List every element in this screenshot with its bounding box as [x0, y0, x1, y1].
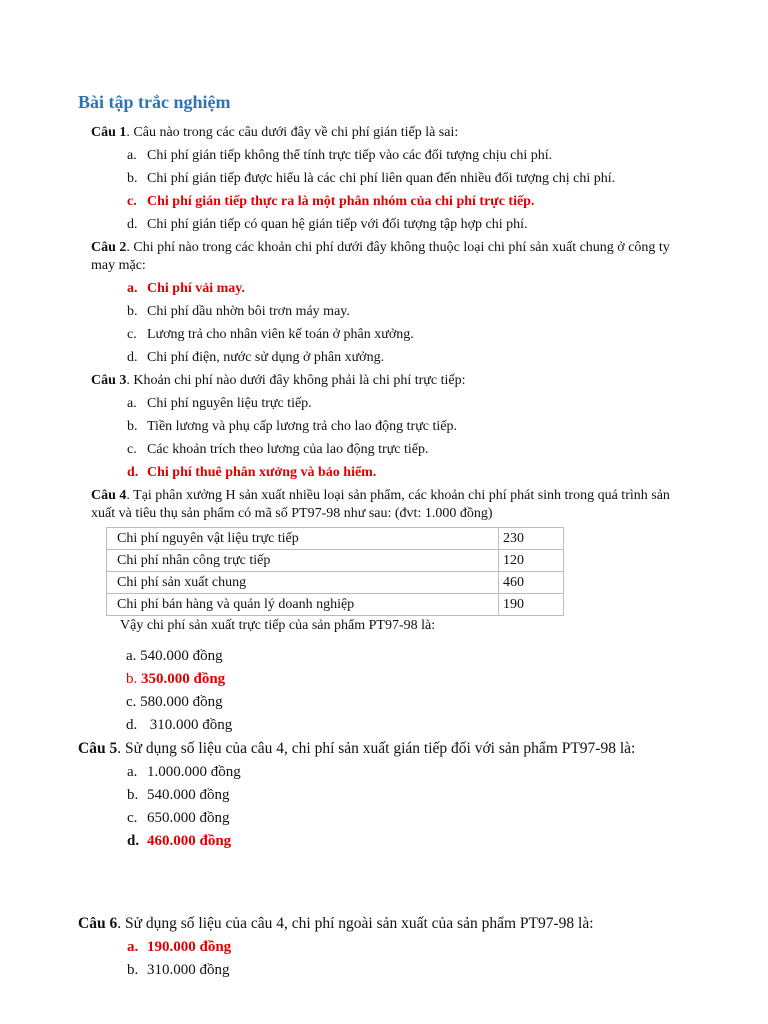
option-letter: c. [127, 327, 137, 342]
table-cell-value: 120 [499, 550, 564, 572]
q5-option-b [127, 786, 230, 804]
option-text: Các khoản trích theo lương của lao động trực tiếp. [147, 442, 429, 457]
option-letter: c. [127, 194, 137, 209]
option-text: Chi phí thuê phân xưởng và bảo hiểm. [147, 465, 377, 480]
option-text: 580.000 đồng [140, 694, 223, 710]
q3-option-c [127, 441, 429, 459]
option-text: Tiền lương và phụ cấp lương trả cho lao động trực tiếp. [147, 419, 457, 434]
option-letter: d. [127, 465, 139, 480]
option-text: 540.000 đồng [140, 648, 223, 664]
q4-option-d [126, 716, 232, 734]
q4-followup-question: Vậy chi phí sản xuất trực tiếp của sản phẩm PT97-98 là: [120, 618, 436, 633]
option-text: 650.000 đồng [147, 810, 230, 826]
option-text: 310.000 đồng [147, 962, 230, 978]
option-letter: b. [127, 171, 138, 186]
question-number: Câu 1 [91, 125, 127, 140]
option-letter: a. [126, 648, 137, 664]
question-text: . Chi phí nào trong các khoản chi phí dưới đây không thuộc loại chi phí sản xuất chung ở công ty may mặc: [91, 240, 670, 273]
q6-option-a-correct [127, 938, 231, 956]
option-letter: b. [127, 304, 138, 319]
option-text: Chi phí gián tiếp thực ra là một phân nhóm của chi phí trực tiếp. [147, 194, 535, 209]
table-cell-label: Chi phí nhân công trực tiếp [107, 550, 499, 572]
question-2 [91, 239, 681, 275]
question-5 [78, 740, 758, 758]
cost-table [106, 527, 564, 616]
q1-option-a [127, 147, 552, 165]
question-text: . Tại phân xưởng H sản xuất nhiều loại sản phẩm, các khoản chi phí phát sinh trong quá trình sản xuất và tiêu thụ sản phẩm có mã số PT97-98 như sau: (đvt: 1.000 đồng) [91, 488, 670, 521]
option-letter: d. [127, 833, 140, 849]
option-text: 310.000 đồng [146, 717, 233, 733]
option-text: 350.000 đồng [141, 671, 226, 687]
option-text: Chi phí điện, nước sử dụng ở phân xưởng. [147, 350, 385, 365]
option-letter: c. [127, 442, 137, 457]
option-text: Chi phí dầu nhờn bôi trơn máy may. [147, 304, 350, 319]
question-number: Câu 6 [78, 915, 118, 932]
q3-option-b [127, 418, 457, 436]
table-row [107, 572, 564, 594]
option-text: Chi phí gián tiếp được hiểu là các chi phí liên quan đến nhiều đối tượng chị chi phí. [147, 171, 616, 186]
q5-option-a [127, 763, 241, 781]
table-row [107, 594, 564, 616]
question-text: . Câu nào trong các câu dưới đây về chi phí gián tiếp là sai: [126, 125, 459, 140]
table-cell-label: Chi phí nguyên vật liệu trực tiếp [107, 528, 499, 550]
q2-option-c [127, 326, 414, 344]
table-cell-value: 230 [499, 528, 564, 550]
table-cell-label: Chi phí bán hàng và quản lý doanh nghiệp [107, 594, 499, 616]
table-cell-label: Chi phí sản xuất chung [107, 572, 499, 594]
option-letter: a. [127, 396, 137, 411]
option-letter: a. [127, 148, 137, 163]
option-text: 1.000.000 đồng [147, 764, 241, 780]
question-text: . Sử dụng số liệu của câu 4, chi phí sản xuất gián tiếp đối với sản phẩm PT97-98 là: [117, 740, 636, 757]
question-number: Câu 2 [91, 240, 127, 255]
q1-option-d [127, 216, 528, 234]
q2-option-d [127, 349, 384, 367]
q5-option-d-correct [127, 832, 231, 850]
option-letter: c. [126, 694, 137, 710]
option-text: Chi phí gián tiếp không thể tính trực tiếp vào các đối tượng chịu chi phí. [147, 148, 553, 163]
question-number: Câu 4 [91, 488, 127, 503]
table-cell-value: 190 [499, 594, 564, 616]
option-letter: b. [126, 671, 138, 687]
q2-option-a-correct [127, 280, 245, 298]
option-text: Chi phí gián tiếp có quan hệ gián tiếp với đối tượng tập hợp chi phí. [147, 217, 528, 232]
q1-option-c-correct [127, 193, 534, 211]
question-3 [91, 372, 691, 390]
option-text: Chi phí vải may. [147, 281, 246, 296]
q4-option-a [126, 647, 223, 665]
question-6 [78, 915, 758, 933]
option-letter: d. [126, 717, 138, 733]
question-number: Câu 3 [91, 373, 127, 388]
q3-option-d-correct [127, 464, 376, 482]
option-letter: a. [127, 939, 139, 955]
option-text: 460.000 đồng [147, 833, 232, 849]
option-letter: a. [127, 764, 138, 780]
table-cell-value: 460 [499, 572, 564, 594]
option-text: Lương trả cho nhân viên kế toán ở phân xưởng. [147, 327, 414, 342]
option-letter: b. [127, 419, 138, 434]
option-letter: d. [127, 350, 138, 365]
option-letter: b. [127, 787, 139, 803]
option-text: 540.000 đồng [147, 787, 230, 803]
q2-option-b [127, 303, 350, 321]
question-number: Câu 5 [78, 740, 118, 757]
q6-option-b [127, 961, 230, 979]
table-row [107, 528, 564, 550]
q5-option-c [127, 809, 230, 827]
q3-option-a [127, 395, 312, 413]
section-title: Bài tập trắc nghiệm [78, 92, 231, 112]
q1-option-b [127, 170, 615, 188]
question-text: . Khoản chi phí nào dưới đây không phải là chi phí trực tiếp: [126, 373, 466, 388]
q4-option-c [126, 693, 223, 711]
option-text: 190.000 đồng [147, 939, 232, 955]
option-letter: d. [127, 217, 138, 232]
table-row [107, 550, 564, 572]
option-text: Chi phí nguyên liệu trực tiếp. [147, 396, 312, 411]
option-letter: a. [127, 281, 138, 296]
question-text: . Sử dụng số liệu của câu 4, chi phí ngoài sản xuất của sản phẩm PT97-98 là: [117, 915, 594, 932]
option-letter: c. [127, 810, 138, 826]
option-letter: b. [127, 962, 139, 978]
question-1 [91, 124, 691, 142]
q4-option-b-correct [126, 670, 225, 688]
question-4 [91, 487, 681, 523]
